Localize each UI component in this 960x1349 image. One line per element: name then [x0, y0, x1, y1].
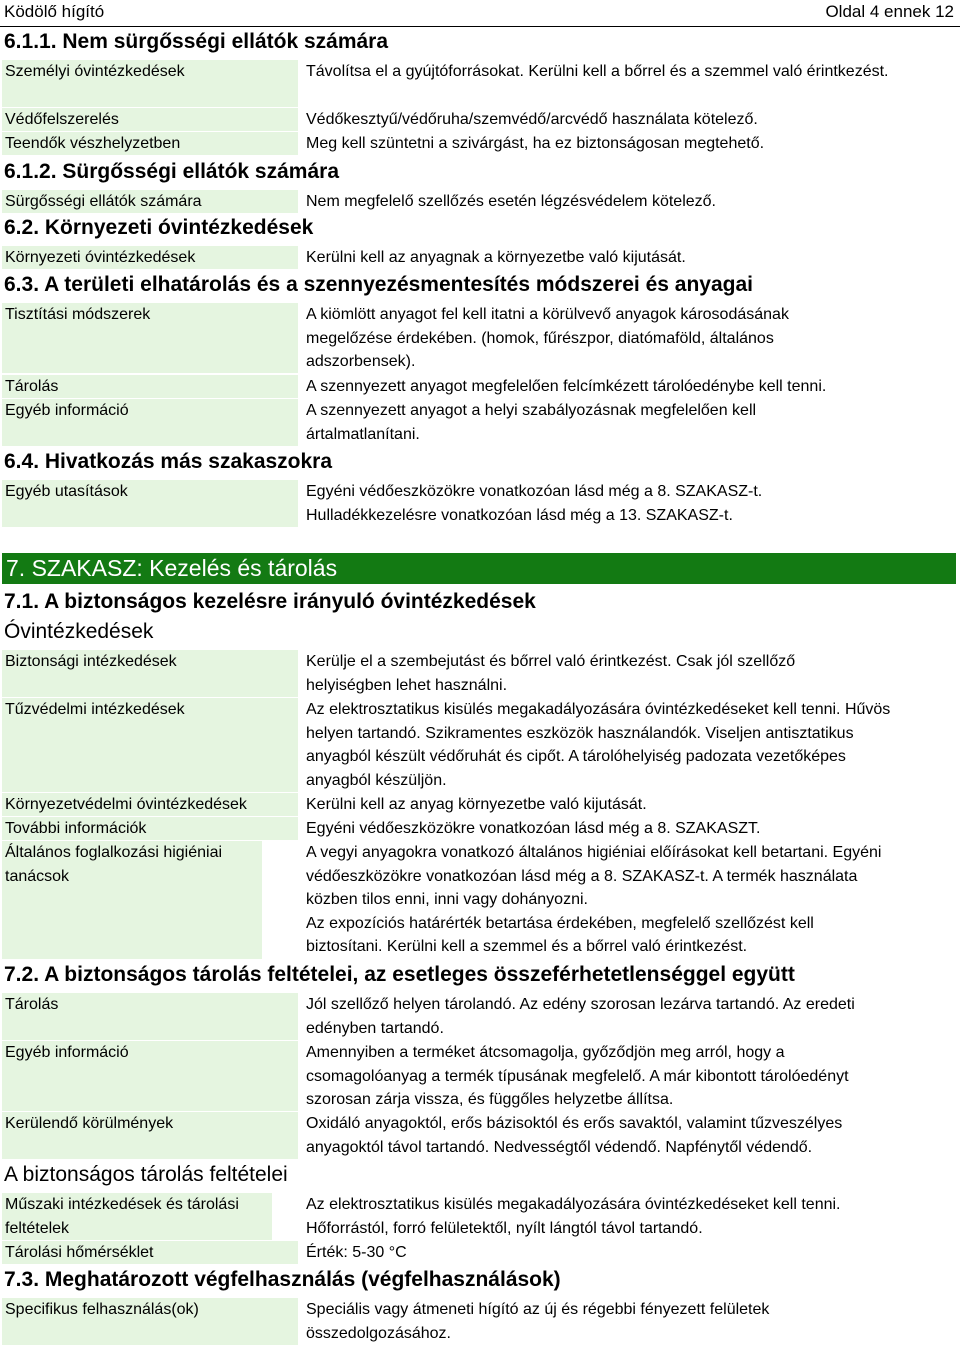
page-number: Oldal 4 ennek 12: [825, 2, 954, 21]
row-label: Egyéb információ: [2, 1041, 298, 1111]
row-value: Érték: 5-30 °C: [306, 1244, 407, 1261]
row-label: Tisztítási módszerek: [2, 303, 298, 373]
row-label: Környezetvédelmi óvintézkedések: [2, 793, 298, 816]
row-value: Amennyiben a terméket átcsomagolja, győződjön meg arról, hogy a csomagolóanyag a termék típusának megfelelő. A már kibontott tárolóedényt szorosan zárja vissza, és függőles helyzetbe állítsa.: [306, 1044, 849, 1108]
section-7-1-title: 7.1. A biztonságos kezelésre irányuló óvintézkedések: [4, 590, 536, 613]
section-6-4-title: 6.4. Hivatkozás más szakaszokra: [4, 450, 333, 473]
row-value: A vegyi anyagokra vonatkozó általános higiéniai előírásokat kell betartani. Egyéni védőeszközökre vonatkozóan lásd még a 8. SZAKASZ-t. A termék használata közben tilos enni, inni vagy dohányozni. Az expozíciós határérték betartása érdekében, megfelelő szellőzést kell biztosítani. Kerülni kell a szemmel és a bőrrel való érintkezést.: [306, 844, 882, 955]
row-label: Specifikus felhasználás(ok): [2, 1298, 298, 1345]
row-label: Környezeti óvintézkedések: [2, 246, 298, 269]
row-value: Speciális vagy átmeneti hígító az új és régebbi fényezett felületek összedolgozásához.: [306, 1301, 770, 1342]
row-value: Az elektrosztatikus kisülés megakadályozására óvintézkedéseket kell tenni. Hűvös helyen tartandó. Szikramentes eszközök használandók. Viseljen antisztatikus anyagból készült védőruhát és cipőt. A tárolóhelyiség padozata vezetőképes anyagból készüljön.: [306, 701, 891, 789]
row-label: További információk: [2, 817, 298, 840]
row-label: Kerülendő körülmények: [2, 1112, 298, 1159]
row-label: Teendők vészhelyzetben: [2, 132, 298, 155]
product-name: Ködölő hígító: [4, 2, 105, 21]
row-label: Tűzvédelmi intézkedések: [2, 698, 298, 792]
row-label: Biztonsági intézkedések: [2, 650, 298, 697]
row-value: Egyéni védőeszközökre vonatkozóan lásd még a 8. SZAKASZ-t. Hulladékkezelésre vonatkozóan lásd még a 13. SZAKASZ-t.: [306, 483, 763, 524]
row-label: Egyéb utasítások: [2, 480, 298, 527]
row-label: Sürgősségi ellátók számára: [2, 190, 298, 213]
row-value: Kerülje el a szembejutást és bőrrel való érintkezést. Csak jól szellőző helyiségben lehet használni.: [306, 653, 796, 694]
row-value: Védőkesztyű/védőruha/szemvédő/arcvédő használata kötelező.: [306, 111, 758, 128]
row-label: Műszaki intézkedések és tárolási feltételek: [2, 1193, 272, 1240]
row-value: Az elektrosztatikus kisülés megakadályozására óvintézkedéseket kell tenni. Hőforrástól, forró felületektől, nyílt lángtól távol tartandó.: [306, 1196, 841, 1237]
row-value: A szennyezett anyagot megfelelően felcímkézett tárolóedénybe kell tenni.: [306, 378, 827, 395]
row-value: Jól szellőző helyen tárolandó. Az edény szorosan lezárva tartandó. Az eredeti edényben tartandó.: [306, 996, 855, 1037]
row-value: Egyéni védőeszközökre vonatkozóan lásd még a 8. SZAKASZT.: [306, 820, 761, 837]
section-6-1-2-title: 6.1.2. Sürgősségi ellátók számára: [4, 160, 339, 183]
row-value: Nem megfelelő szellőzés esetén légzésvédelem kötelező.: [306, 193, 716, 210]
section-7-2-title: 7.2. A biztonságos tárolás feltételei, az esetleges összeférhetetlenséggel együtt: [4, 963, 795, 986]
section-7-3-title: 7.3. Meghatározott végfelhasználás (végfelhasználások): [4, 1268, 561, 1291]
subsection-title: A biztonságos tárolás feltételei: [4, 1163, 288, 1186]
row-label: Tárolás: [2, 993, 298, 1040]
section-6-1-1-title: 6.1.1. Nem sürgősségi ellátók számára: [4, 30, 389, 53]
page-header: [0, 0, 960, 27]
section-6-2-title: 6.2. Környezeti óvintézkedések: [4, 216, 314, 239]
row-label: Védőfelszerelés: [2, 108, 298, 131]
row-value: Meg kell szüntetni a szivárgást, ha ez biztonságosan megtehető.: [306, 135, 765, 152]
row-value: A szennyezett anyagot a helyi szabályozásnak megfelelően kell ártalmatlanítani.: [306, 402, 757, 443]
row-value: Kerülni kell az anyagnak a környezetbe való kijutását.: [306, 249, 686, 266]
row-value: A kiömlött anyagot fel kell itatni a körülvevő anyagok károsodásának megelőzése érdekében. (homok, fűrészpor, diatómaföld, általános adszorbensek).: [306, 306, 789, 370]
row-label: Személyi óvintézkedések: [2, 60, 298, 107]
subsection-title: Óvintézkedések: [4, 620, 154, 643]
row-label: Egyéb információ: [2, 399, 298, 446]
section-6-3-title: 6.3. A területi elhatárolás és a szennyezésmentesítés módszerei és anyagai: [4, 273, 753, 296]
row-value: Kerülni kell az anyag környezetbe való kijutását.: [306, 796, 647, 813]
section-7-header: 7. SZAKASZ: Kezelés és tárolás: [2, 553, 956, 584]
row-value: Távolítsa el a gyújtóforrásokat. Kerülni kell a bőrrel és a szemmel való érintkezést.: [306, 63, 889, 80]
row-label: Általános foglalkozási higiéniai tanácsok: [2, 841, 262, 959]
row-label: Tárolás: [2, 375, 298, 398]
row-value: Oxidáló anyagoktól, erős bázisoktól és erős savaktól, valamint tűzveszélyes anyagoktól távol tartandó. Nedvességtől védendő. Napfénytől védendő.: [306, 1115, 843, 1156]
row-label: Tárolási hőmérséklet: [2, 1241, 298, 1264]
